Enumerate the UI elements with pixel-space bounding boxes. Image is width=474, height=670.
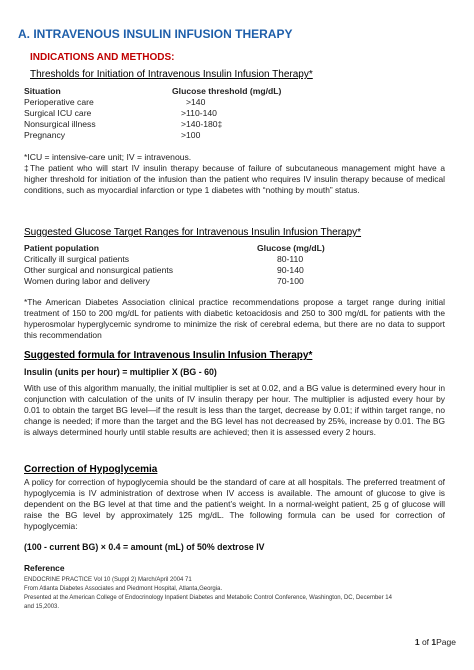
threshold-situation: Perioperative care xyxy=(24,97,94,107)
thresholds-col-situation: Situation xyxy=(24,86,61,96)
threshold-value: >110-140 xyxy=(181,108,217,118)
target-population: Women during labor and delivery xyxy=(24,276,150,286)
target-population: Critically ill surgical patients xyxy=(24,254,130,264)
targets-col-glucose: Glucose (mg/dL) xyxy=(257,243,325,253)
formula-description: With use of this algorithm manually, the initial multiplier is set at 0.02, and a BG value is determined every hour in conjunction with calculation of the units of IV insulin therapy per hour. The multiplier is adjusted every hour by 0.01 to obtain the target BG level—if the result is less than the target, decrease by 0.01; if within target range, no change is needed; if more than the target and the BG level has not decreased by 25%, increase by 0.01. The BG is always determined hourly until stable results are achieved; then it is assessed every 2 hours. xyxy=(24,383,445,437)
threshold-situation: Pregnancy xyxy=(24,130,66,140)
hypoglycemia-description: A policy for correction of hypoglycemia should be the standard of care at all hospitals. The preferred treatment of hypoglycemia is IV administration of dextrose when IV access is available. The amount of glucose to give is dependent on the BG level at that time and the patient’s weight. In a normal-weight patient, 25 g of glucose will raise the BG level by approximately 125 mg/dL. The following formula can be used for correction of hypoglycemia: xyxy=(24,477,445,531)
reference-line: ENDOCRINE PRACTICE Vol 10 (Suppl 2) March/April 2004 71 xyxy=(24,577,192,583)
page-total: 1 xyxy=(431,637,437,647)
threshold-value: >140 xyxy=(186,97,206,107)
page-suffix: Page xyxy=(436,637,456,647)
reference-heading: Reference xyxy=(24,563,65,573)
target-value: 70-100 xyxy=(277,276,304,286)
page-indicator xyxy=(415,637,456,647)
threshold-situation: Nonsurgical illness xyxy=(24,119,96,129)
targets-heading: Suggested Glucose Target Ranges for Intravenous Insulin Infusion Therapy* xyxy=(24,227,362,238)
threshold-value: >100 xyxy=(181,130,201,140)
thresholds-col-glucose: Glucose threshold (mg/dL) xyxy=(172,86,282,96)
page-number: 1 xyxy=(414,637,420,647)
target-value: 80-110 xyxy=(277,254,304,264)
threshold-situation: Surgical ICU care xyxy=(24,108,92,118)
dextrose-formula: (100 - current BG) × 0.4 = amount (mL) of 50% dextrose IV xyxy=(24,542,265,552)
reference-line: From Atlanta Diabetes Associates and Piedmont Hospital, Atlanta,Georgia. xyxy=(24,586,223,592)
thresholds-footnote-abbrev: *ICU = intensive-care unit; IV = intravenous. xyxy=(24,152,192,162)
reference-line: Presented at the American College of Endocrinology Inpatient Diabetes and Metabolic Control Conference, Washington, DC, December 14 xyxy=(24,595,392,601)
target-population: Other surgical and nonsurgical patients xyxy=(24,265,174,275)
targets-col-population: Patient population xyxy=(24,243,99,253)
page-of-label: of xyxy=(421,637,430,647)
document-title: A. INTRAVENOUS INSULIN INFUSION THERAPY xyxy=(18,27,293,41)
thresholds-footnote-detail: ‡The patient who will start IV insulin therapy because of failure of subcutaneous management might have a higher threshold for initiation of the infusion than the patient who requires IV insulin therapy because of medical conditions, such as myocardial infarction or type 1 diabetes with “nothing by mouth” status. xyxy=(24,163,445,195)
section-subtitle: INDICATIONS AND METHODS: xyxy=(30,52,175,63)
insulin-formula: Insulin (units per hour) = multiplier X (BG - 60) xyxy=(24,367,217,377)
threshold-value: >140-180‡ xyxy=(181,119,223,129)
targets-footnote: *The American Diabetes Association clinical practice recommendations propose a target range during initial treatment of 150 to 200 mg/dL for patients with diabetic ketoacidosis and 250 to 300 mg/dL for patients with the hyperosmolar hyperglycemic syndrome to minimize the risk of cerebral edema, but there are no data to support this recommendation xyxy=(24,297,445,340)
target-value: 90-140 xyxy=(277,265,304,275)
reference-line: and 15,2003. xyxy=(24,604,60,610)
thresholds-heading: Thresholds for Initiation of Intravenous Insulin Infusion Therapy* xyxy=(30,69,313,80)
hypoglycemia-heading: Correction of Hypoglycemia xyxy=(24,464,158,475)
formula-heading: Suggested formula for Intravenous Insulin Infusion Therapy* xyxy=(24,350,313,361)
